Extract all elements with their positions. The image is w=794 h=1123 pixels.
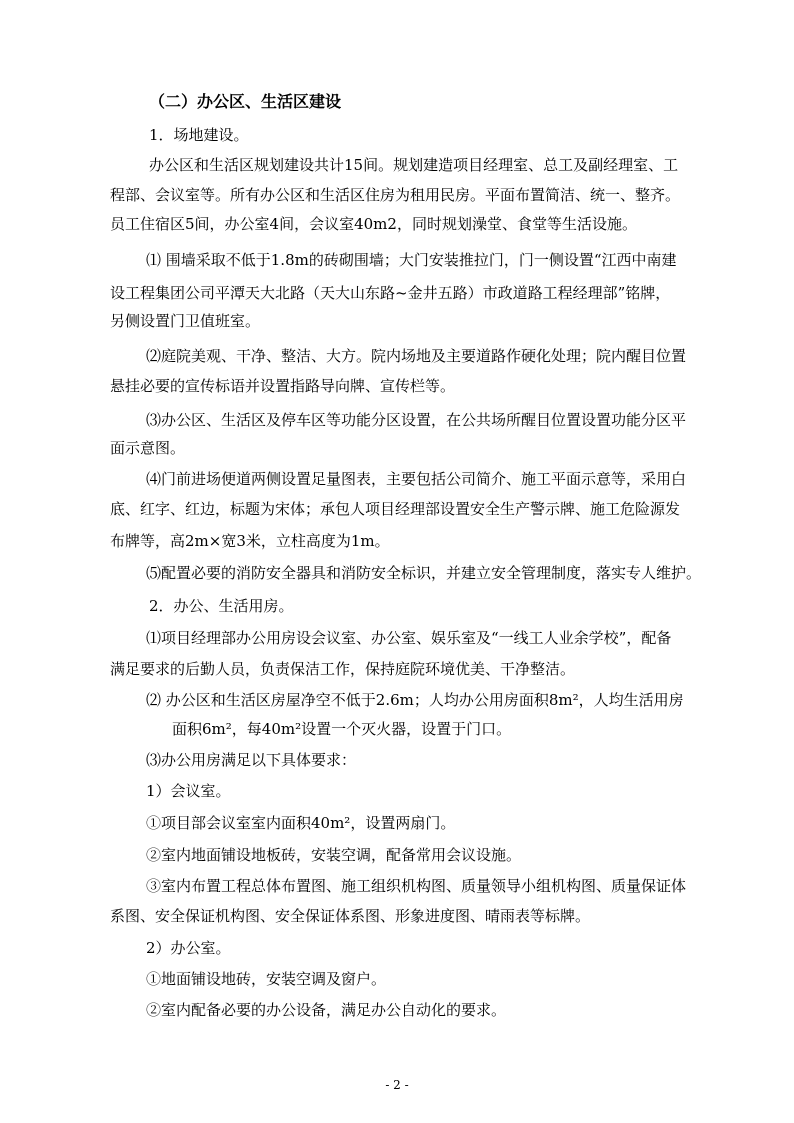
list-item-line: ⑵庭院美观、干净、整洁、大方。院内场地及主要道路作硬化处理；院内醒目位置	[146, 347, 687, 365]
list-item-line: 底、红字、红边，标题为宋体；承包人项目经理部设置安全生产警示牌、施工危险源发	[110, 500, 681, 518]
list-item-line: 面积6m²，每40m²设置一个灭火器，设置于门口。	[172, 720, 512, 738]
list-item-line: 布牌等，高2m×宽3米，立柱高度为1m。	[110, 532, 390, 550]
paragraph-line: 员工住宿区5间，办公室4间，会议室40m2，同时规划澡堂、食堂等生活设施。	[110, 215, 637, 233]
list-item-line: ③室内布置工程总体布置图、施工组织机构图、质量领导小组机构图、质量保证体	[146, 877, 687, 895]
list-item-line: ⑸配置必要的消防安全器具和消防安全标识，并建立安全管理制度，落实专人维护。	[146, 564, 702, 582]
list-item-line: 1）会议室。	[146, 782, 231, 800]
list-item-line: 悬挂必要的宣传标语并设置指路导向牌、宣传栏等。	[110, 377, 456, 395]
section-heading: （二）办公区、生活区建设	[149, 92, 342, 111]
list-item-line: ⑶办公用房满足以下具体要求：	[146, 751, 357, 769]
list-item-line: 满足要求的后勤人员，负责保洁工作，保持庭院环境优美、干净整洁。	[110, 660, 576, 678]
list-item-line: ①项目部会议室室内面积40m²，设置两扇门。	[146, 814, 456, 832]
list-item-line: 另侧设置门卫值班室。	[110, 312, 261, 330]
list-item-line: ②室内配备必要的办公设备，满足办公自动化的要求。	[146, 1001, 507, 1019]
list-item-line: ⑶办公区、生活区及停车区等功能分区设置，在公共场所醒目位置设置功能分区平	[146, 411, 687, 429]
subsection-title: 1．场地建设。	[149, 126, 249, 144]
list-item-line: 面示意图。	[110, 439, 186, 457]
list-item-line: 设工程集团公司平潭天大北路（天大山东路~金井五路）市政道路工程经理部”铭牌，	[110, 284, 671, 302]
list-item-line: ⑴ 围墙采取不低于1.8m的砖砌围墙；大门安装推拉门，门一侧设置“江西中南建	[146, 251, 677, 269]
list-item-line: 系图、安全保证机构图、安全保证体系图、形象进度图、晴雨表等标牌。	[110, 907, 591, 925]
paragraph-line: 办公区和生活区规划建设共计15间。规划建造项目经理室、总工及副经理室、工	[149, 156, 679, 174]
list-item-line: ⑴项目经理部办公用房设会议室、办公室、娱乐室及“一线工人业余学校”，配备	[146, 629, 672, 647]
list-item-line: 2）办公室。	[146, 939, 231, 957]
page-number: - 2 -	[385, 1078, 409, 1092]
list-item-line: ⑷门前进场便道两侧设置足量图表，主要包括公司简介、施工平面示意等，采用白	[146, 470, 687, 488]
subsection-title: 2．办公、生活用房。	[149, 597, 294, 615]
list-item-line: ②室内地面铺设地板砖，安装空调，配备常用会议设施。	[146, 846, 522, 864]
list-item-line: ⑵ 办公区和生活区房屋净空不低于2.6m；人均办公用房面积8m²，人均生活用房	[146, 691, 684, 709]
paragraph-line: 程部、会议室等。所有办公区和生活区住房为租用民房。平面布置简洁、统一、整齐。	[110, 186, 681, 204]
list-item-line: ①地面铺设地砖，安装空调及窗户。	[146, 970, 387, 988]
